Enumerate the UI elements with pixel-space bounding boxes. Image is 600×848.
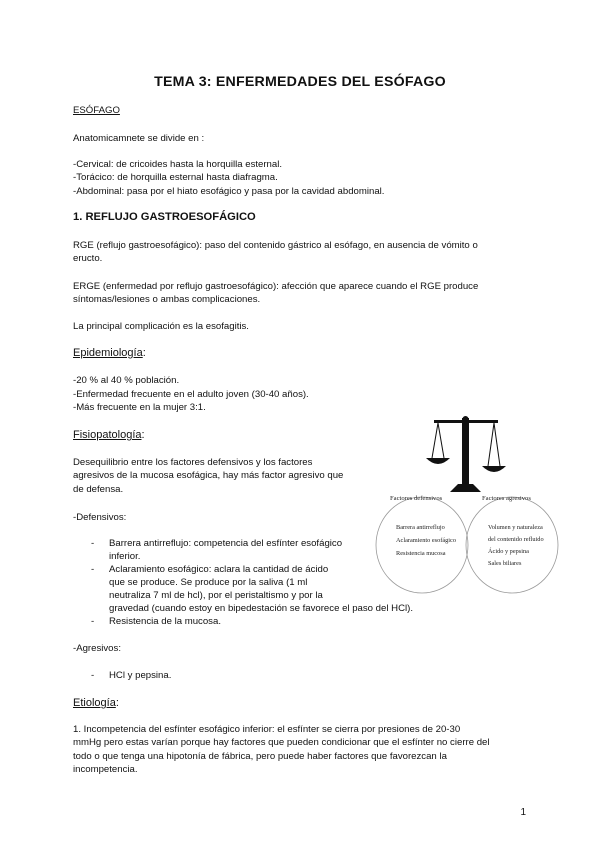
fisiopatologia-text: de defensa. [73, 484, 124, 495]
rge-definition: eructo. [73, 253, 103, 264]
defensivo-item: que se produce. Se produce por la saliva (1 ml [109, 577, 308, 588]
fisiopatologia-heading-text: Fisiopatología [73, 429, 142, 441]
bullet-dash: - [91, 616, 95, 627]
erge-definition: síntomas/lesiones o ambas complicaciones. [73, 294, 261, 305]
etiologia-text: mmHg pero estas varían porque hay factores que pueden condicionar que el esfínter no cierre del [73, 737, 490, 748]
anatomy-intro: Anatomicamnete se divide en : [73, 133, 205, 144]
fisiopatologia-text: Desequilibrio entre los factores defensivos y los factores [73, 457, 313, 468]
figure-right-item: Volumen y naturaleza [488, 524, 543, 531]
section-1-title: 1. REFLUJO GASTROESOFÁGICO [73, 211, 256, 223]
agresivo-item: HCl y pepsina. [109, 670, 172, 681]
scale-icon [426, 416, 506, 492]
defensivo-item: Barrera antirreflujo: competencia del esfínter esofágico [109, 538, 343, 549]
epidemiologia-heading-text: Epidemiología [73, 347, 143, 359]
bullet-dash: - [91, 538, 95, 549]
epidemiologia-item: -20 % al 40 % población. [73, 375, 180, 386]
defensivo-item: gravedad (cuando estoy en bipedestación se favorece el paso del HCl). [109, 603, 413, 614]
page-title: TEMA 3: ENFERMEDADES DEL ESÓFAGO [154, 74, 446, 90]
rge-definition: RGE (reflujo gastroesofágico): paso del contenido gástrico al esófago, en ausencia de vómito o [73, 240, 478, 251]
etiologia-text: todo o que tenga una hipotonía de fábrica, pero puede haber factores que favorezcan la [73, 751, 447, 762]
anatomy-item: -Torácico: de horquilla esternal hasta diafragma. [73, 172, 278, 183]
balance-scale-figure [374, 410, 560, 596]
left-circle [376, 497, 468, 593]
etiologia-heading-text: Etiología [73, 697, 116, 709]
figure-right-item: Ácido y pepsina [488, 548, 529, 555]
figure-right-item: Sales biliares [488, 560, 522, 567]
fisiopatologia-text: agresivos de la mucosa esofágica, hay más factor agresivo que [73, 470, 344, 481]
etiologia-text: incompetencia. [73, 764, 138, 775]
fisiopatologia-colon: : [141, 429, 145, 441]
figure-right-header: Factores agresivos [482, 495, 531, 502]
figure-left-header: Factores defensivos [390, 495, 443, 502]
erge-definition: ERGE (enfermedad por reflujo gastroesofágico): afección que aparece cuando el RGE produce [73, 281, 479, 292]
figure-left-item: Resistencia mucosa [396, 550, 446, 557]
etiologia-text: 1. Incompetencia del esfínter esofágico inferior: el esfínter se cierra por presiones de 20-30 [73, 724, 461, 735]
defensivo-item: Resistencia de la mucosa. [109, 616, 221, 627]
anatomy-item: -Abdominal: pasa por el hiato esofágico y pasa por la cavidad abdominal. [73, 186, 385, 197]
etiologia-heading [73, 697, 119, 709]
epidemiologia-item: -Enfermedad frecuente en el adulto joven (30-40 años). [73, 389, 309, 400]
bullet-dash: - [91, 670, 95, 681]
esofago-heading: ESÓFAGO [73, 105, 120, 116]
defensivo-item: inferior. [109, 551, 141, 562]
defensivo-item: Aclaramiento esofágico: aclara la cantidad de ácido [109, 564, 329, 575]
figure-left-item: Aclaramiento esofágico [396, 537, 456, 544]
etiologia-colon: : [115, 697, 119, 709]
defensivos-label: -Defensivos: [73, 512, 127, 523]
defensivo-item: neutraliza 7 ml de hcl), por el peristaltismo y por la [109, 590, 323, 601]
fisiopatologia-heading [73, 429, 145, 441]
epidemiologia-item: -Más frecuente en la mujer 3:1. [73, 402, 206, 413]
figure-right-item: del contenido refluido [488, 536, 544, 543]
page-number: 1 [520, 807, 526, 818]
bullet-dash: - [91, 564, 95, 575]
right-circle [466, 497, 558, 593]
epidemiologia-heading [73, 347, 146, 359]
epidemiologia-colon: : [142, 347, 146, 359]
figure-left-item: Barrera antirreflujo [396, 524, 445, 531]
agresivos-label: -Agresivos: [73, 643, 121, 654]
main-complication: La principal complicación es la esofagitis. [73, 321, 249, 332]
anatomy-item: -Cervical: de cricoides hasta la horquilla esternal. [73, 159, 283, 170]
